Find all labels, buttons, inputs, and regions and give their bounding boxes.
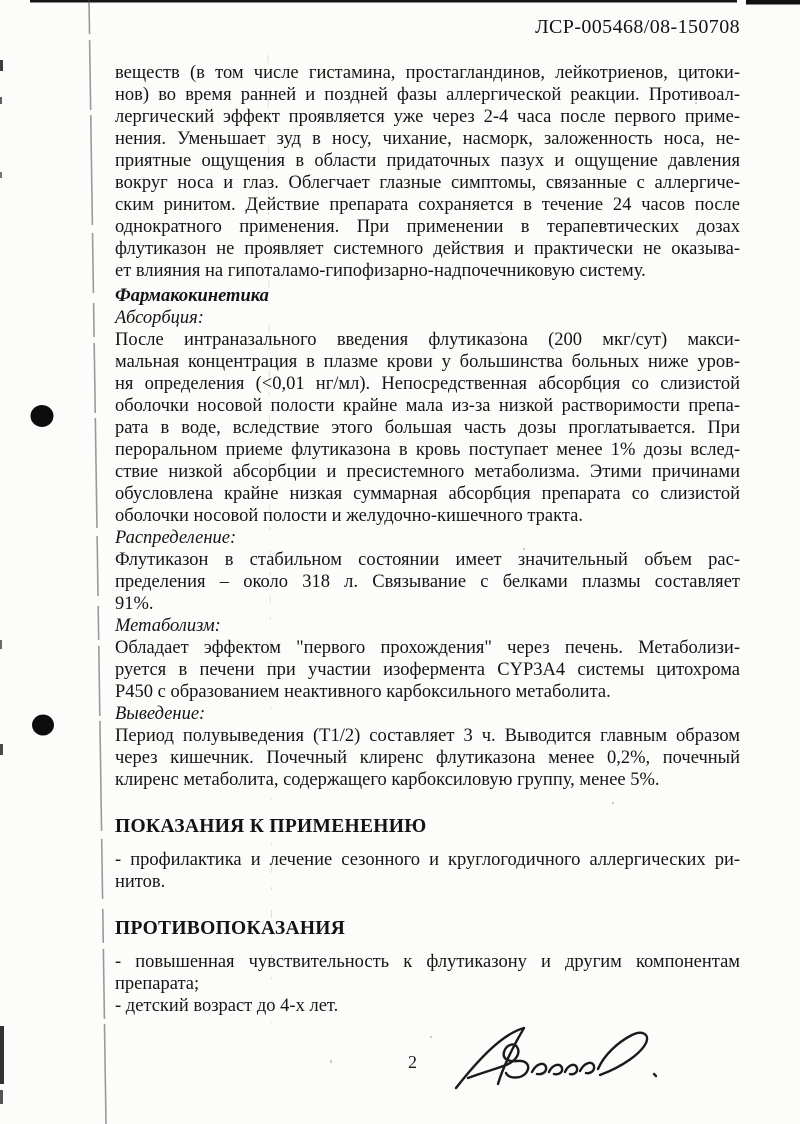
text-line: приятные ощущения в области придаточных пазух и ощущение давления: [115, 151, 740, 171]
scan-fold-line-left: [89, 0, 106, 1124]
punch-hole-bottom: [32, 715, 54, 736]
text-line: Флутиказон в стабильном состоянии имеет значительный объем рас-: [115, 550, 740, 570]
text-line: однократного применения. При применении в терапевтических дозах: [115, 217, 740, 237]
heading-indications: ПОКАЗАНИЯ К ПРИМЕНЕНИЮ: [115, 816, 427, 837]
heading-absorption: Абсорбция:: [115, 308, 204, 328]
paragraph-absorption: [115, 329, 740, 527]
text-line: веществ (в том числе гистамина, простагландинов, лейкотриенов, цитоки-: [115, 63, 740, 83]
signature-icon: [450, 1024, 665, 1104]
text-line: мальная концентрация в плазме крови у большинства больных ниже уров-: [115, 352, 740, 372]
text-line: препарата;: [115, 974, 200, 994]
text-line: - повышенная чувствительность к флутиказону и другим компонентам: [115, 952, 740, 972]
text-line: через кишечник. Почечный клиренс флутиказона менее 0,2%, почечный: [115, 748, 740, 768]
text-line: рата в воде, вследствие этого большая часть дозы проглатывается. При: [115, 418, 740, 438]
text-line: оболочки носовой полости крайне мала из-за низкой растворимости препа-: [115, 396, 740, 416]
handwritten-signature: [450, 1024, 665, 1104]
document-body: [115, 62, 740, 1017]
heading-metabolism: Метаболизм:: [115, 616, 221, 636]
punch-hole-top: [31, 405, 54, 427]
text-line: 91%.: [115, 594, 154, 614]
text-line: лергический эффект проявляется уже через 2-4 часа после первого приме-: [115, 107, 740, 127]
text-line: нов) во время ранней и поздней фазы аллергической реакции. Противоал-: [115, 85, 740, 105]
text-line: пределения – около 318 л. Связывание с белками плазмы составляет: [115, 572, 740, 592]
text-line: ским ринитом. Действие препарата сохраняется в течение 24 часов после: [115, 195, 740, 215]
text-line: После интраназального введения флутиказона (200 мкг/сут) макси-: [115, 330, 740, 350]
heading-contraindications: ПРОТИВОПОКАЗАНИЯ: [115, 918, 346, 939]
text-line: Р450 с образованием неактивного карбоксильного метаболита.: [115, 682, 611, 702]
registration-number: ЛСР-005468/08-150708: [535, 16, 740, 38]
paragraph-pharmacodynamics: [115, 62, 740, 282]
text-line: - детский возраст до 4-х лет.: [115, 996, 339, 1016]
text-line: Обладает эффектом "первого прохождения" через печень. Метаболизи-: [115, 638, 740, 658]
heading-distribution: Распределение:: [115, 528, 237, 548]
paragraph-excretion: [115, 725, 740, 791]
text-line: ствие низкой абсорбции и пресистемного метаболизма. Этими причинами: [115, 462, 740, 482]
heading-pharmacokinetics: Фармакокинетика: [115, 286, 269, 306]
text-line: вокруг носа и глаз. Облегчает глазные симптомы, связанные с аллергиче-: [115, 173, 740, 193]
paragraph-contraindication-2: [115, 995, 740, 1017]
scan-left-edge-marks: [0, 60, 4, 1104]
text-line: ня определения (<0,01 нг/мл). Непосредственная абсорбция со слизистой: [115, 374, 740, 394]
page-number: 2: [408, 1052, 417, 1072]
text-line: нения. Уменьшает зуд в носу, чихание, насморк, заложенность носа, не-: [115, 129, 740, 149]
paragraph-indications: [115, 849, 740, 893]
paragraph-distribution: [115, 549, 740, 615]
scan-top-right-mark: [746, 0, 800, 5]
text-line: обусловлена крайне низкая суммарная абсорбция препарата со слизистой: [115, 484, 740, 504]
text-line: пероральном приеме флутиказона в кровь поступает менее 1% дозы вслед-: [115, 440, 740, 460]
text-line: - профилактика и лечение сезонного и круглогодичного аллергических ри-: [115, 850, 740, 870]
heading-excretion: Выведение:: [115, 704, 206, 724]
text-line: флутиказон не проявляет системного действия и практически не оказыва-: [115, 239, 740, 259]
text-line: Период полувыведения (Т1/2) составляет 3 ч. Выводится главным образом: [115, 726, 740, 746]
text-line: оболочки носовой полости и желудочно-кишечного тракта.: [115, 506, 584, 526]
paragraph-contraindication-1: [115, 951, 740, 995]
text-line: клиренс метаболита, содержащего карбоксиловую группу, менее 5%.: [115, 770, 660, 790]
scan-top-edge-line: [30, 0, 737, 3]
text-line: руется в печени при участии изофермента CYP3A4 системы цитохрома: [115, 660, 740, 680]
paragraph-metabolism: [115, 637, 740, 703]
text-line: нитов.: [115, 872, 166, 892]
text-line: ет влияния на гипоталамо-гипофизарно-надпочечниковую систему.: [115, 261, 646, 281]
